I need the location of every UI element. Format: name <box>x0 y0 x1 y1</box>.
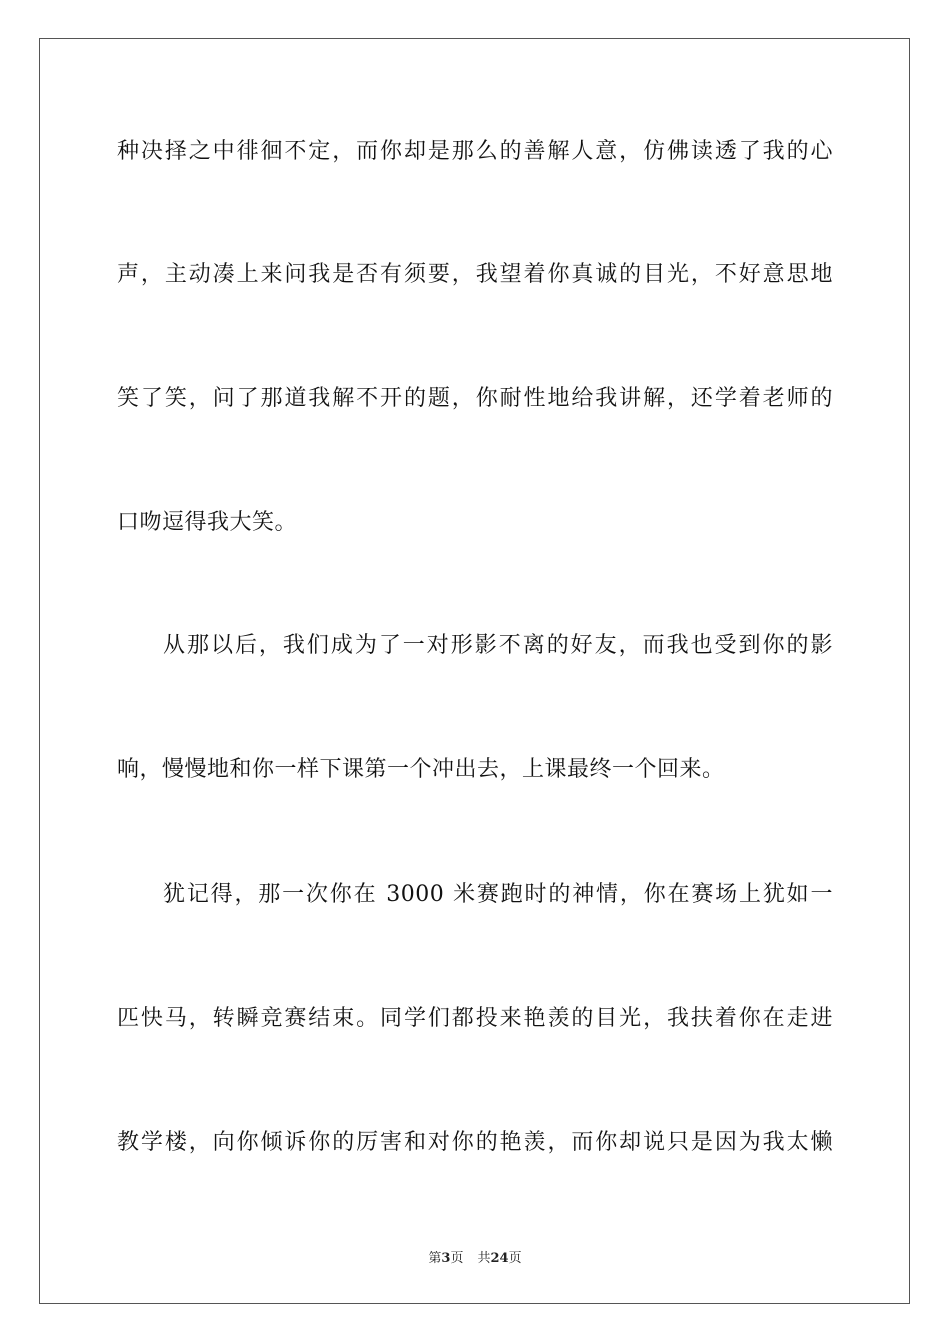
text-line-5: 从那以后，我们成为了一对形影不离的好友，而我也受到你的影 <box>163 633 833 658</box>
total-prefix: 共 <box>477 1251 491 1266</box>
page-number: 3 <box>441 1251 451 1266</box>
page-footer <box>0 1247 950 1266</box>
page-prefix: 第 <box>428 1251 442 1266</box>
text-line-6: 响，慢慢地和你一样下课第一个冲出去，上课最终一个回来。 <box>117 757 725 782</box>
total-pages: 24 <box>490 1251 509 1266</box>
text-line-4: 口吻逗得我大笑。 <box>117 510 298 535</box>
text-line-3: 笑了笑，问了那道我解不开的题，你耐性地给我讲解，还学着老师的 <box>117 386 833 411</box>
text-line-9: 教学楼，向你倾诉你的厉害和对你的艳羡，而你却说只是因为我太懒 <box>117 1130 833 1155</box>
page-suffix: 页 <box>450 1251 464 1266</box>
text-line-7: 犹记得，那一次你在 3000 米赛跑时的神情，你在赛场上犹如一 <box>163 882 833 907</box>
total-suffix: 页 <box>508 1251 522 1266</box>
text-line-1: 种决择之中徘徊不定，而你却是那么的善解人意，仿佛读透了我的心 <box>117 139 833 164</box>
page-frame <box>39 38 910 1304</box>
text-line-8: 匹快马，转瞬竞赛结束。同学们都投来艳羡的目光，我扶着你在走进 <box>117 1006 833 1031</box>
text-line-2: 声，主动凑上来问我是否有须要，我望着你真诚的目光，不好意思地 <box>117 262 833 287</box>
